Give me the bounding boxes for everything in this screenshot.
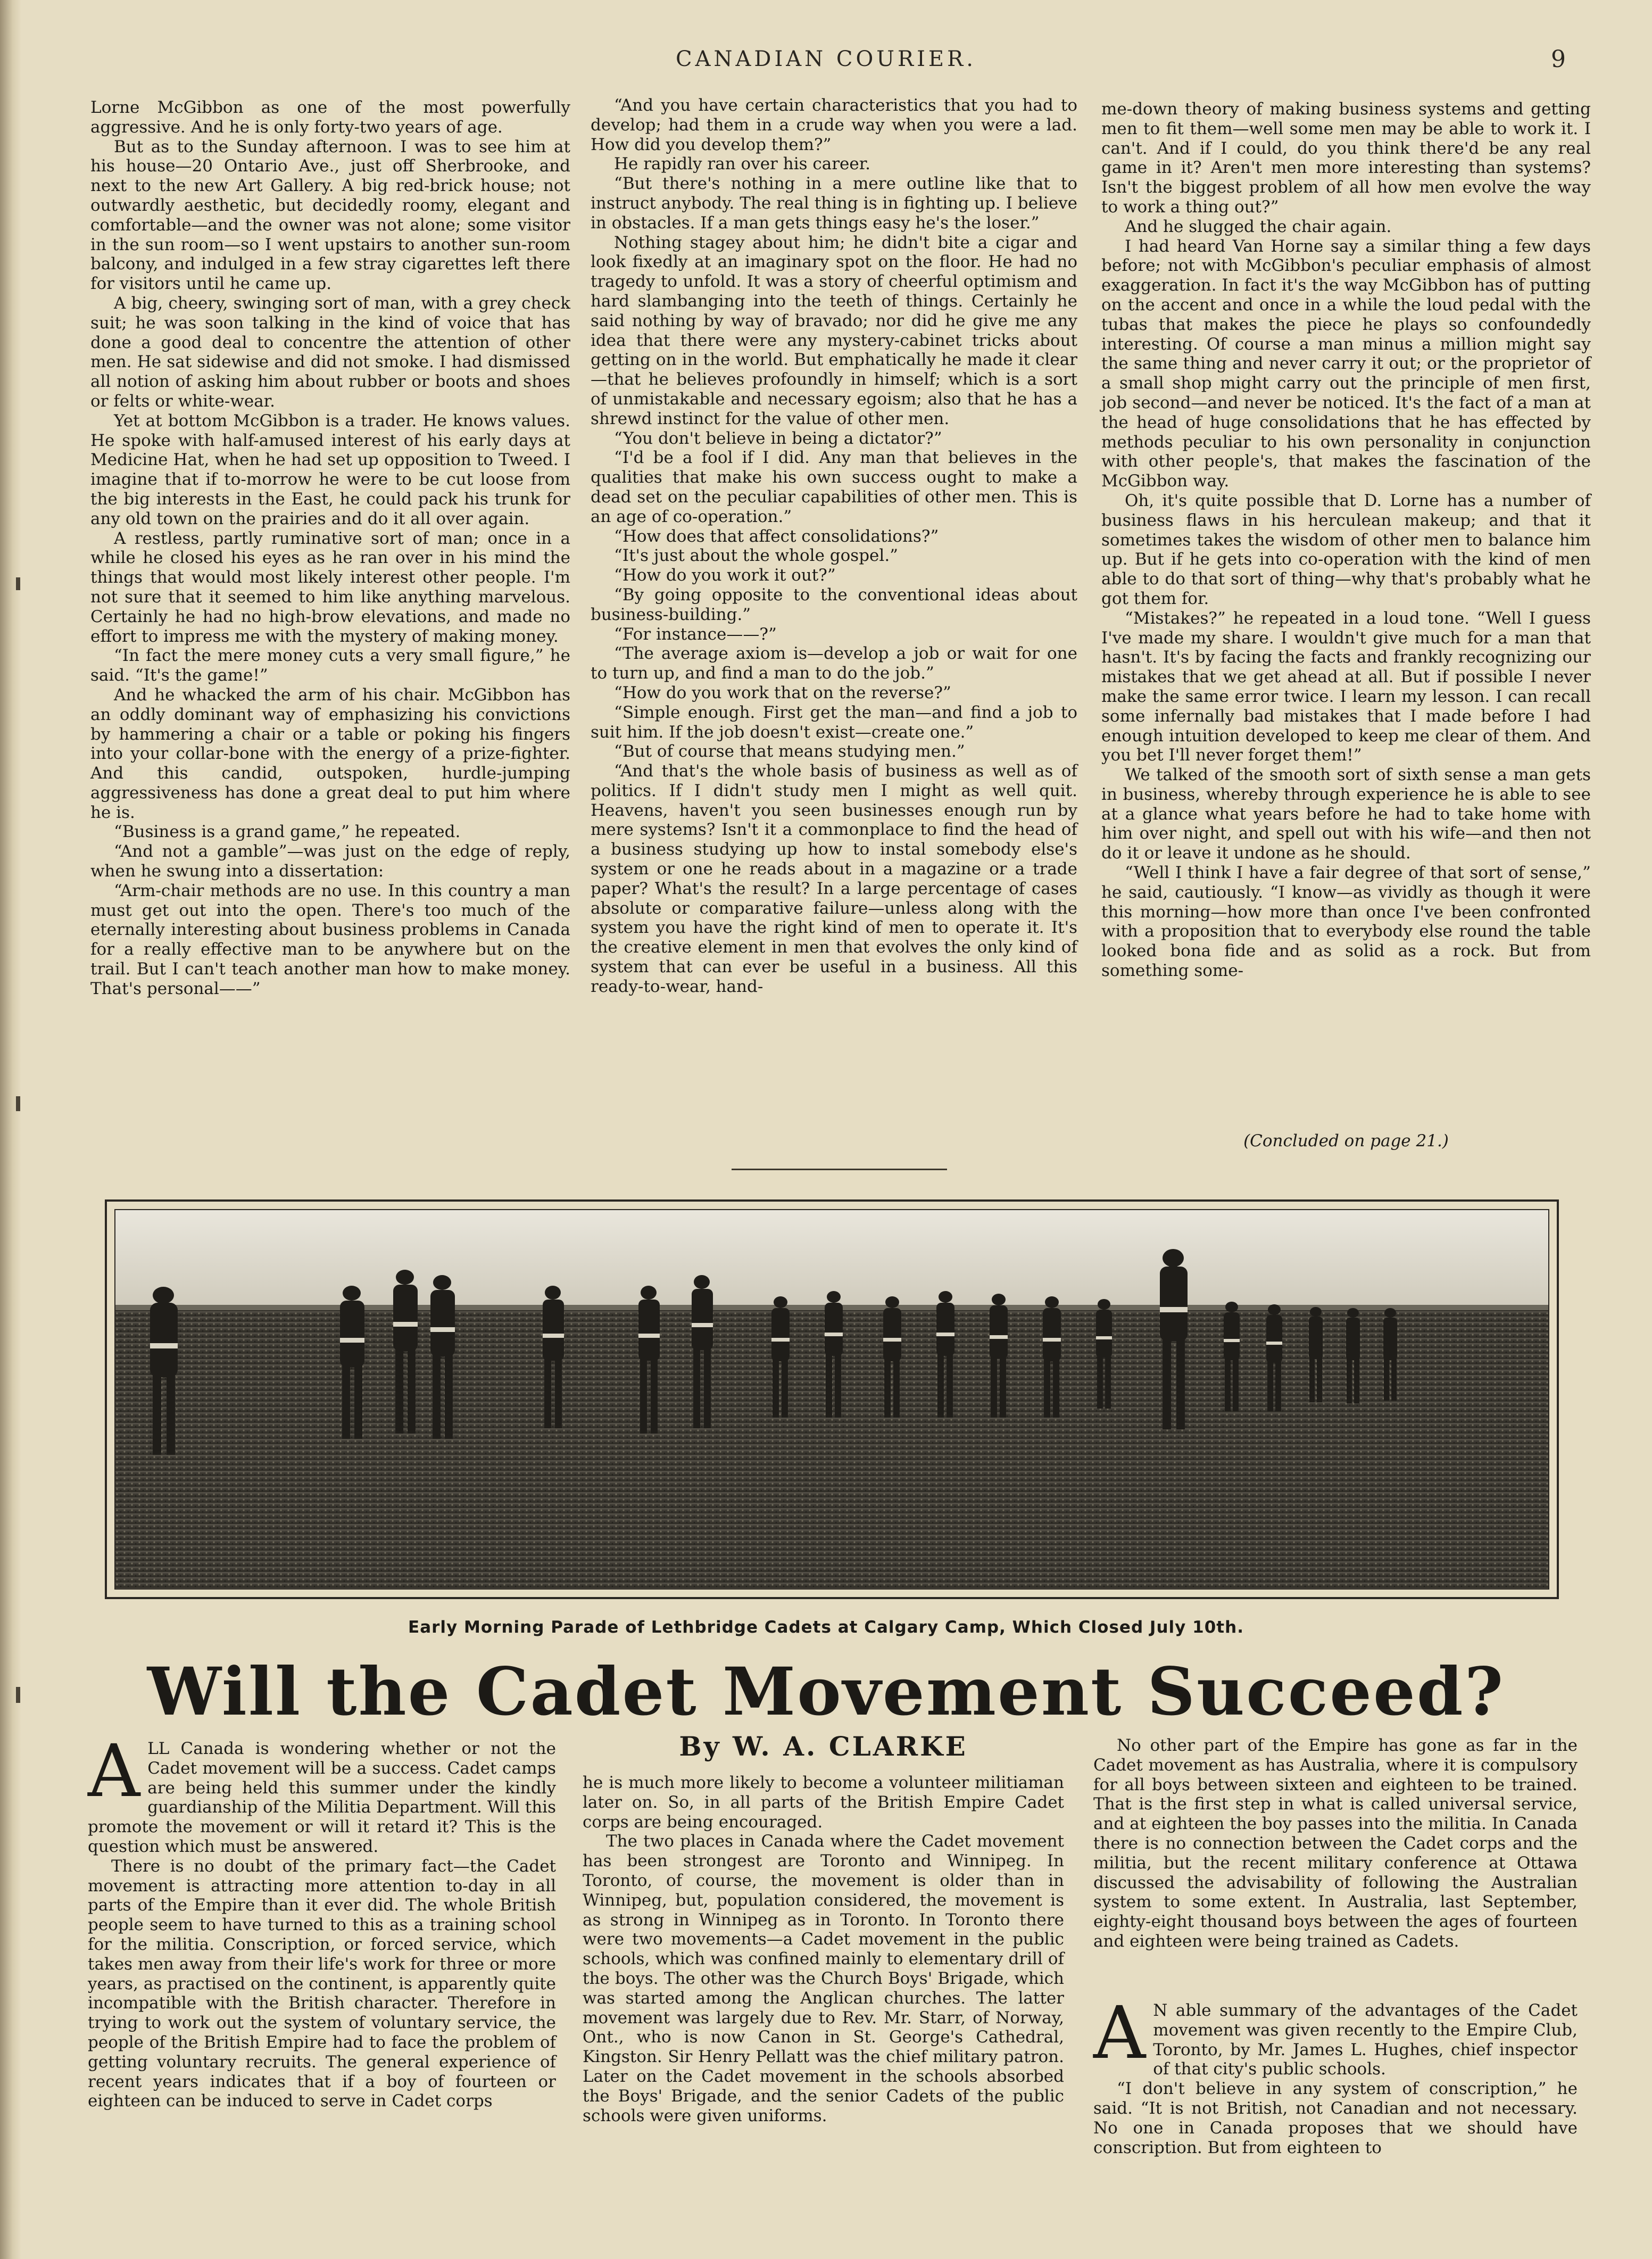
paragraph: he is much more likely to become a volunteer militiaman later on. So, in all parts of the British Empire Cadet corps are being encouraged. [583,1773,1064,1832]
paragraph: “And you have certain characteristics that you had to develop; had them in a crude way when you were a lad. How did you develop them?” [591,96,1077,154]
paragraph: And he whacked the arm of his chair. McGibbon has an oddly dominant way of emphasizing his convictions by hammering a chair or a table or poking his fingers into your collar-bone with the energy of a prize-fighter. And this candid, outspoken, hurdle-jumping aggressiveness has done a great deal to put him where he is. [90,685,570,822]
paragraph: A big, cheery, swinging sort of man, with a grey check suit; he was soon talking in the kind of voice that has done a good deal to concentre the attention of other men. He sat sidewise and did not smoke. I had dismissed all notion of asking him about rubber or boots and shoes or felts or white-wear. [90,293,570,411]
paragraph: “But of course that means studying men.” [614,742,965,762]
article-column-3 [1093,1736,1578,1951]
paragraph: “And that's the whole basis of business as well as of politics. If I didn't study men I might as well quit. Heavens, haven't you seen businesses enough run by mere systems? Isn't it a commonplace to find the head of a business studying up how to instal somebody else's system or one he reads about in a magazine or a trade paper? What's the result? In a large percentage of cases absolute or comparative failure—unless along with the system you have the right kind of men to operate it. It's the creative element in men that evolves the only kind of system that can ever be useful in a business. All this ready-to-wear, hand- [591,762,1077,996]
paragraph: “You don't believe in being a dictator?” [614,428,942,448]
paragraph: There is no doubt of the primary fact—the Cadet movement is attracting more attention to-day in all parts of the Empire than it ever did. The whole British people seem to have turned to this as a training school for the militia. Conscription, or forced service, which takes men away from their life's work for three or more years, as practised on the continent, is apparently quite incompatible with the British character. Therefore in trying to work out the system of voluntary service, the people of the British Empire had to face the problem of getting voluntary recruits. The general experience of recent years indicates that if a boy of fourteen or eighteen can be induced to serve in Cadet corps [88,1856,556,2111]
paragraph: But as to the Sunday afternoon. I was to see him at his house—20 Ontario Ave., just off Sherbrooke, and next to the new Art Gallery. A big red-brick house; not outwardly aesthetic, but decidedly roomy, elegant and comfortable—and the owner was not alone; some visitor in the sun room—so I went upstairs to another sun-room balcony, and indulged in a few stray cigarettes left there for visitors until he came up. [90,137,570,294]
paragraph: “By going opposite to the conventional ideas about business-building.” [591,585,1077,624]
paragraph: “Well I think I have a fair degree of that sort of sense,” he said, cautiously. “I know—as vividly as though it were this morning—how more than once I've been confronted with a proposition that to everybody else round the table looked bona fide and as solid as a rock. But from something some- [1101,863,1591,981]
paragraph: “How does that affect consolidations?” [614,526,939,546]
photo-caption: Early Morning Parade of Lethbridge Cadets at Calgary Camp, Which Closed July 10th. [408,1618,1244,1637]
paragraph: “Arm-chair methods are no use. In this country a man must get out into the open. There's too much of the eternally interesting about business problems in Canada for a really effective man to be anywhere but on the trail. But I can't teach another man how to make money. That's personal——” [90,881,570,998]
paragraph: “The average axiom is—develop a job or wait for one to turn up, and find a man to do the job.” [591,644,1077,683]
upper-column-1 [90,98,570,999]
running-head: CANADIAN COURIER. [676,47,976,71]
section-rule [732,1169,947,1170]
page-gutter-shadow [0,0,21,2259]
paragraph: No other part of the Empire has gone as far in the Cadet movement as has Australia, where it is compulsory for all boys between sixteen and eighteen to be trained. That is the first step in what is called universal service, and at eighteen the boy passes into the militia. In Canada there is no connection between the Cadet corps and the militia, but the recent military conference at Ottawa discussed the advisability of following the Australian system to some extent. In Australia, last September, eighty-eight thousand boys between the ages of fourteen and eighteen were being trained as Cadets. [1093,1736,1578,1951]
paragraph: He rapidly ran over his career. [614,154,870,174]
drop-cap: A [1093,1991,1146,2075]
article-column-3-section [1093,1991,1578,2157]
paragraph: A restless, partly ruminative sort of man; once in a while he closed his eyes as he ran over in his mind the things that would most likely interest other people. I'm not sure that it seemed to him like anything marvelous. Certainly he had no high-brow elevations, and made no effort to impress me with the mystery of making money. [90,528,570,646]
paragraph: me-down theory of making business systems and getting men to fit them—well some men may be able to work it. I can't. And if I could, do you think there'd be any real game in it? Aren't men more interesting than systems? Isn't the biggest problem of all how men evolve the way to work a thing out?” [1101,100,1591,217]
paragraph: “I don't believe in any system of conscription,” he said. “It is not British, not Canadian and not necessary. No one in Canada proposes that we should have conscription. But from eighteen to [1093,2079,1578,2157]
paragraph: “Business is a grand game,” he repeated. [114,822,461,842]
paragraph: “It's just about the whole gospel.” [614,546,899,566]
paragraph: “Simple enough. First get the man—and find a job to suit him. If the job doesn't exist—create one.” [591,702,1077,742]
paragraph: “I'd be a fool if I did. Any man that believes in the qualities that make his own success ought to make a dead set on the peculiar capabilities of other men. This is an age of co-operation.” [591,448,1077,526]
binding-mark [16,1096,20,1111]
paragraph: “Mistakes?” he repeated in a loud tone. “Well I guess I've made my share. I wouldn't give much for a man that hasn't. It's by facing the facts and frankly recognizing our mistakes that we get ahead at all. But if possible I never make the same error twice. I learn my lesson. I can recall some infernally bad mistakes that I made before I had enough intuition developed to keep me clear of them. And you bet I'll never forget them!” [1101,608,1591,765]
continued-note-wrap [1101,1131,1591,1151]
cadet-parade-photo [114,1209,1549,1590]
paragraph: “In fact the mere money cuts a very small figure,” he said. “It's the game!” [90,646,570,685]
article-column-2 [583,1773,1064,2125]
paragraph: “For instance——?” [614,624,777,644]
paragraph: The two places in Canada where the Cadet movement has been strongest are Toronto and Winnipeg. In Toronto, of course, the movement is older than in Winnipeg, but, population considered, the movement is as strong in Winnipeg as in Toronto. In Toronto there were two movements—a Cadet movement in the public schools, which was confined mainly to elementary drill of the boys. The other was the Church Boys' Brigade, which was started among the Anglican churches. The latter movement was largely due to Rev. Mr. Starr, of Norway, Ont., who is now Canon in St. George's Cathedral, Kingston. Sir Henry Pellatt was the chief military patron. Later on the Cadet movement in the schools absorbed the Boys' Brigade, and the senior Cadets of the public schools were given uniforms. [583,1832,1064,2125]
article-byline: By W. A. CLARKE [679,1731,968,1762]
paragraph: “How do you work that on the reverse?” [614,683,951,702]
page-number: 9 [1551,46,1566,73]
paragraph: Oh, it's quite possible that D. Lorne has a number of business flaws in his herculean makeup; and that it sometimes takes the wisdom of other men to balance him up. But if he gets into co-operation with the kind of men able to do that sort of thing—why that's probably what he got them for. [1101,491,1591,608]
paragraph: “And not a gamble”—was just on the edge of reply, when he swung into a dissertation: [90,842,570,881]
paragraph: “How do you work it out?” [614,566,836,585]
drop-cap: A [88,1730,140,1814]
article-column-1 [88,1730,556,2111]
paragraph: LL Canada is wondering whether or not the Cadet movement will be a success. Cadet camps are being held this summer under the kindly guardianship of the Militia Department. Will this promote the movement or will it retard it? This is the question which must be answered. [88,1739,556,1856]
photo-frame [105,1199,1559,1599]
paragraph: Lorne McGibbon as one of the most powerfully aggressive. And he is only forty-two years of age. [90,98,570,137]
upper-column-3 [1101,100,1591,981]
paragraph: We talked of the smooth sort of sixth sense a man gets in business, whereby through experience he is able to see at a glance what years before he had to take home with him over night, and spell out with his wife—and then not do it or leave it undone as he should. [1101,765,1591,863]
binding-mark [16,577,20,590]
paragraph: Nothing stagey about him; he didn't bite a cigar and look fixedly at an imaginary spot on the floor. He had no tragedy to unfold. It was a story of cheerful optimism and hard slambanging into the teeth of things. Certainly he said nothing by way of bravado; nor did he give me any idea that there were any mystery-cabinet tricks about getting on in the world. But emphatically he made it clear—that he believes profoundly in himself; which is a sort of unmistakable and necessary egoism; also that he has a shrewd instinct for the value of other men. [591,233,1077,428]
continued-note: (Concluded on page 21.) [1243,1131,1449,1151]
paragraph: Yet at bottom McGibbon is a trader. He knows values. He spoke with half-amused interest of his early days at Medicine Hat, when he had set up opposition to Tweed. I imagine that if to-morrow he were to be cut loose from the big interests in the East, he could pack his trunk for any old town on the prairies and do it all over again. [90,411,570,528]
article-headline: Will the Cadet Movement Succeed? [147,1653,1505,1731]
paragraph: “But there's nothing in a mere outline like that to instruct anybody. The real thing is in fighting up. I believe in obstacles. If a man gets things easy he's the loser.” [591,174,1077,233]
paragraph: I had heard Van Horne say a similar thing a few days before; not with McGibbon's peculiar emphasis of almost exaggeration. In fact it's the way McGibbon has of putting on the accent and once in a while the loud pedal with the tubas that makes the piece he plays so confoundedly interesting. Of course a man minus a million might say the same thing and never carry it out; or the proprietor of a small shop might carry out the principle of men first, job second—and never be noticed. It's the fact of a man at the head of huge consolidations that he has effected by methods peculiar to his own personality in conjunction with other people's, that makes the fascination of the McGibbon way. [1101,236,1591,491]
paragraph: And he slugged the chair again. [1125,217,1392,236]
paragraph: N able summary of the advantages of the Cadet movement was given recently to the Empire Club, Toronto, by Mr. James L. Hughes, chief inspector of that city's public schools. [1153,2001,1578,2079]
upper-column-2 [591,96,1077,997]
